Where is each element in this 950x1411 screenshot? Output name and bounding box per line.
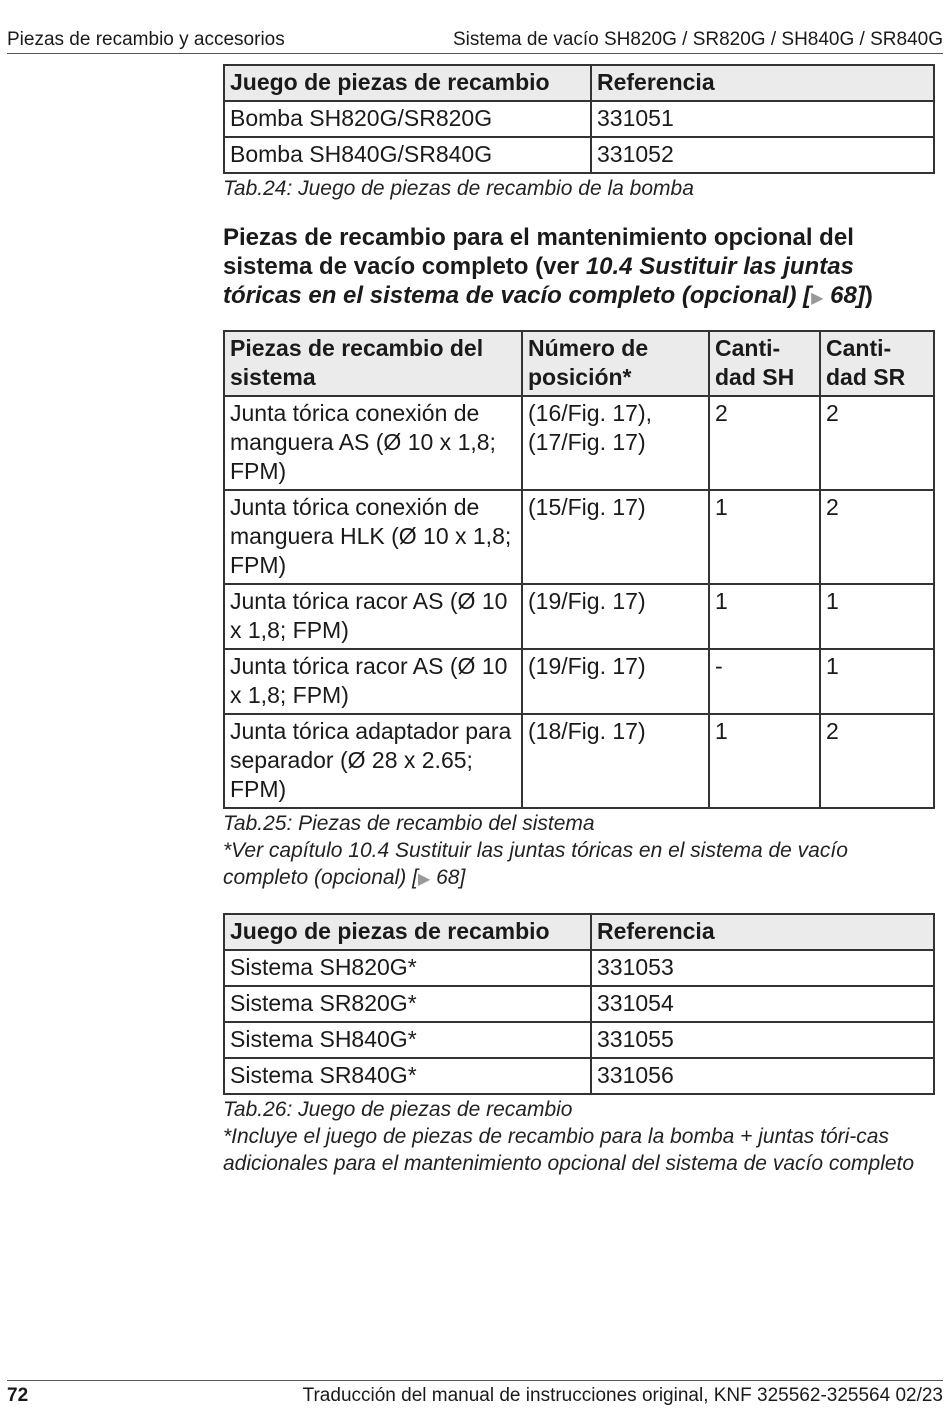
- table-cell: -: [709, 649, 820, 714]
- table-header-row: [224, 65, 934, 101]
- column-header: Canti-dad SH: [709, 331, 820, 396]
- table-cell: 331056: [591, 1058, 934, 1094]
- header-section-title: Piezas de recambio y accesorios: [7, 29, 285, 50]
- heading-text: Piezas de recambio para el mantenimiento opcional del sistema de vacío completo (ver: [223, 224, 854, 280]
- column-header: Piezas de recambio del sistema: [224, 331, 522, 396]
- table-cell: 331051: [591, 101, 934, 137]
- table-pump-spare-kit: [223, 64, 935, 174]
- table-row: [224, 396, 934, 490]
- table-cell: (18/Fig. 17): [522, 714, 709, 808]
- table-caption: [223, 810, 933, 893]
- table-cell: Junta tórica adaptador para separador (Ø 28 x 2.65; FPM): [224, 714, 522, 808]
- table-row: [224, 649, 934, 714]
- footer-text: Traducción del manual de instrucciones original, KNF 325562-325564 02/23: [302, 1385, 943, 1406]
- table-cell: Junta tórica conexión de manguera HLK (Ø 10 x 1,8; FPM): [224, 490, 522, 584]
- table-cell: Junta tórica conexión de manguera AS (Ø 10 x 1,8; FPM): [224, 396, 522, 490]
- table-row: [224, 1058, 934, 1094]
- page-footer: [7, 1380, 943, 1408]
- table-cell: Sistema SH840G*: [224, 1022, 591, 1058]
- column-header: Referencia: [591, 914, 934, 950]
- cross-reference-text: 10.4 Sustituir las juntas tóricas en el sistema de vacío completo (opcional) [: [223, 253, 854, 309]
- table-system-spare-parts: [223, 330, 935, 809]
- table-cell: Sistema SH820G*: [224, 950, 591, 986]
- table-row: [224, 490, 934, 584]
- table-cell: 331055: [591, 1022, 934, 1058]
- page-number: 72: [7, 1385, 29, 1406]
- caption-text: Tab.26: Juego de piezas de recambio: [223, 1098, 573, 1121]
- table-cell: 2: [820, 490, 934, 584]
- table-row: [224, 986, 934, 1022]
- table-cell: 331052: [591, 137, 934, 173]
- page-header: [7, 26, 943, 54]
- section-heading: [223, 223, 933, 313]
- page-content: [223, 64, 933, 1177]
- table-row: [224, 714, 934, 808]
- page-ref-triangle-icon: ▶: [811, 290, 824, 307]
- caption-text: Tab.25: Piezas de recambio del sistema: [223, 812, 595, 835]
- table-cell: 1: [709, 714, 820, 808]
- table-cell: Sistema SR840G*: [224, 1058, 591, 1094]
- table-row: [224, 584, 934, 649]
- note-text: *Ver capítulo 10.4 Sustituir las juntas tóricas en el sistema de vacío completo (opcional) [: [223, 839, 848, 889]
- caption-text: Tab.24: Juego de piezas de recambio de la bomba: [223, 177, 694, 200]
- caption-note: [223, 837, 933, 893]
- heading-close: ): [864, 282, 873, 309]
- table-cell: Junta tórica racor AS (Ø 10 x 1,8; FPM): [224, 649, 522, 714]
- table-system-spare-kit: [223, 913, 935, 1095]
- header-product-title: Sistema de vacío SH820G / SR820G / SH840G / SR840G: [452, 29, 943, 50]
- table-header-row: [224, 331, 934, 396]
- table-cell: (16/Fig. 17), (17/Fig. 17): [522, 396, 709, 490]
- column-header: Canti-dad SR: [820, 331, 934, 396]
- table-cell: 1: [820, 649, 934, 714]
- table-cell: (19/Fig. 17): [522, 584, 709, 649]
- table-cell: (15/Fig. 17): [522, 490, 709, 584]
- table-header-row: [224, 914, 934, 950]
- table-caption: [223, 175, 933, 202]
- table-cell: 1: [709, 490, 820, 584]
- table-row: [224, 1022, 934, 1058]
- caption-note: *Incluye el juego de piezas de recambio para la bomba + juntas tóri-cas adicionales para el mantenimiento opcional del sistema de vacío completo: [223, 1125, 915, 1175]
- table-cell: 2: [820, 396, 934, 490]
- table-row: [224, 101, 934, 137]
- table-cell: Junta tórica racor AS (Ø 10 x 1,8; FPM): [224, 584, 522, 649]
- table-cell: 331054: [591, 986, 934, 1022]
- table-cell: Sistema SR820G*: [224, 986, 591, 1022]
- table-cell: 2: [820, 714, 934, 808]
- column-header: Juego de piezas de recambio: [224, 65, 591, 101]
- note-page: 68]: [430, 866, 466, 889]
- table-cell: 1: [709, 584, 820, 649]
- table-row: [224, 950, 934, 986]
- cross-reference-page: 68]: [823, 282, 865, 309]
- table-caption: [223, 1096, 933, 1177]
- table-cell: 2: [709, 396, 820, 490]
- column-header: Juego de piezas de recambio: [224, 914, 591, 950]
- table-cell: 1: [820, 584, 934, 649]
- page-ref-triangle-icon: ▶: [417, 871, 431, 888]
- table-cell: Bomba SH820G/SR820G: [224, 101, 591, 137]
- table-row: [224, 137, 934, 173]
- column-header: Referencia: [591, 65, 934, 101]
- column-header: Número de posición*: [522, 331, 709, 396]
- table-cell: 331053: [591, 950, 934, 986]
- table-cell: Bomba SH840G/SR840G: [224, 137, 591, 173]
- table-cell: (19/Fig. 17): [522, 649, 709, 714]
